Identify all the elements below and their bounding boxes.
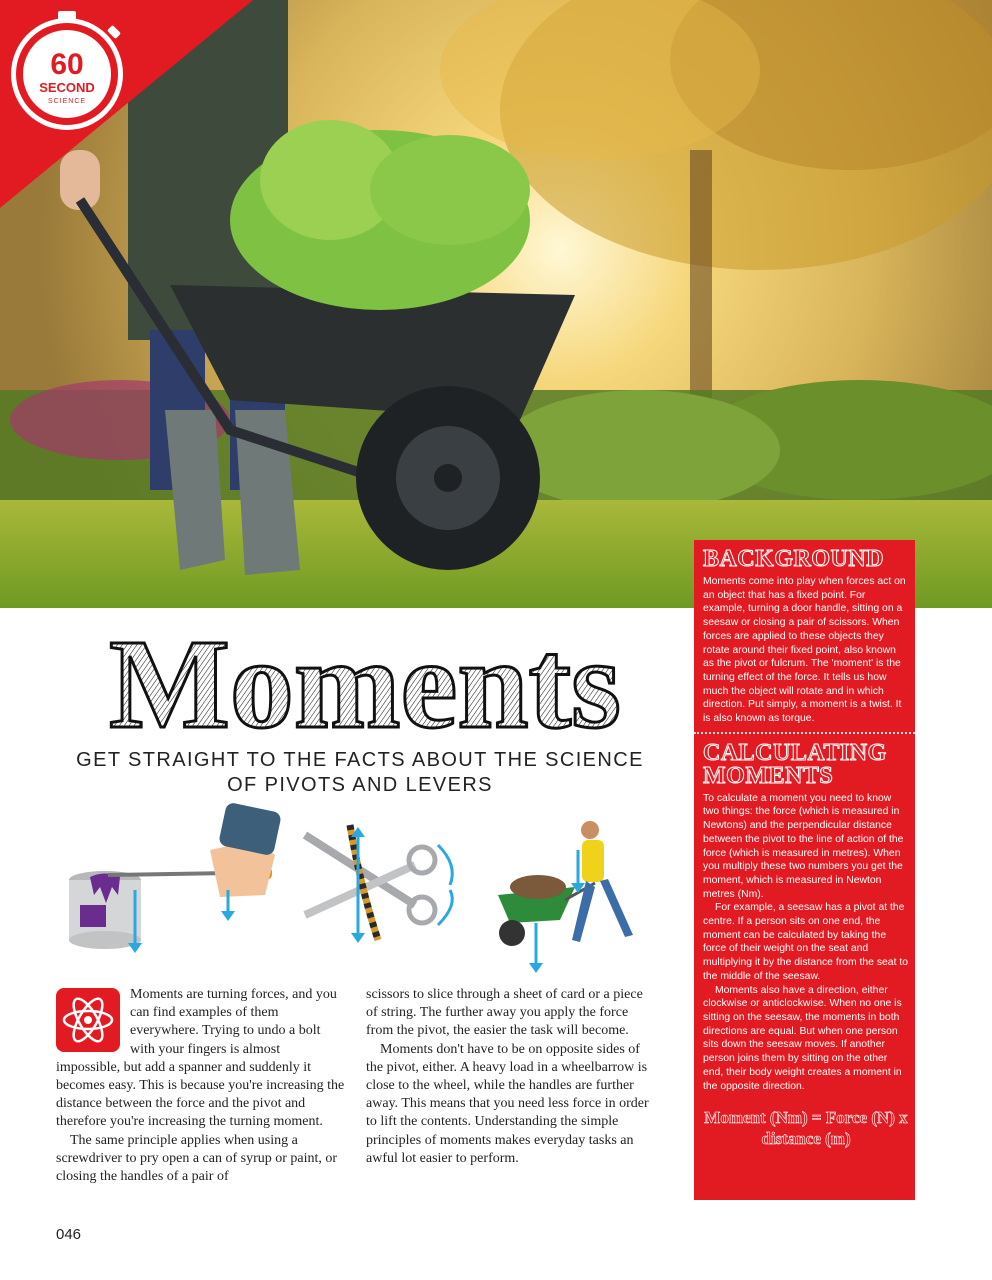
title-text: Moments xyxy=(109,622,621,742)
paint-can-illustration xyxy=(69,871,141,949)
background-heading: BACKGROUND xyxy=(703,546,885,572)
series-badge xyxy=(0,0,260,210)
page-title xyxy=(50,622,680,742)
person-illustration xyxy=(572,821,633,942)
calculating-heading: CALCULATING MOMENTS xyxy=(703,739,887,789)
background-text: Moments come into play when forces act on an object that has a fixed point. For example, turning a door handle, sitting on a seesaw or closing a pair of scissors. When forces are applied to these objects they rotate around their fixed point, also known as the pivot or fulcrum. The 'moment' is the turning effect of the force. It tells us how much the object will rotate and in which direction. Put simply, a moment is a twist. It is also known as torque. xyxy=(703,576,906,725)
page-number: 046 xyxy=(56,1226,82,1243)
calc-paragraph: Moments also have a direction, either clockwise or anticlockwise. When no one is sitting on the seesaw, the moments in both directions are equal. But when one person sits down the seesaw moves. If another person joins them by sitting on the other end, their body weight creates a moment in the opposite direction. xyxy=(703,984,902,1092)
moment-diagrams xyxy=(60,795,680,980)
calc-paragraph: For example, a seesaw has a pivot at the centre. If a person sits on one end, the moment can be calculated by taking the force of their weight on the seat and multiplying it by the distance from the seat to the middle of the seesaw. xyxy=(703,902,909,982)
badge-number: 60 xyxy=(50,48,84,81)
body-column-1 xyxy=(56,986,346,1186)
atom-icon xyxy=(56,988,120,1052)
rotation-arrow xyxy=(438,890,452,925)
scissors-illustration xyxy=(305,825,435,940)
body-column-2 xyxy=(366,986,656,1168)
intro-paragraph: The same principle applies when using a screwdriver to pry open a can of syrup or paint, or closing the handles of a pair of xyxy=(56,1132,338,1185)
screwdriver-shaft xyxy=(108,873,230,875)
badge-word: SECOND xyxy=(39,80,95,95)
sidebar-divider xyxy=(694,732,915,734)
badge-subword: SCIENCE xyxy=(47,98,87,105)
moment-formula: Moment (Nm) = Force (N) x distance (m) xyxy=(704,1108,908,1149)
rotation-arrow xyxy=(438,845,452,885)
body-paragraph: Moments don't have to be on opposite sides of the pivot, either. A heavy load in a wheelbarrow is close to the wheel, while the handles are further away. This means that you need less force in order to lift the contents. Understanding the simple principles of moments makes everyday tasks an awful lot easier to perform. xyxy=(366,1041,649,1166)
calc-paragraph: To calculate a moment you need to know two things: the force (which is measured in Newtons) and the perpendicular distance between the pivot to the line of action of the force (which is measured in metres). When you multiply these two numbers you get the moment, which is measured in Newton metres (Nm). xyxy=(703,792,904,900)
subtitle: GET STRAIGHT TO THE FACTS ABOUT THE SCIENCE OF PIVOTS AND LEVERS xyxy=(76,749,644,796)
body-paragraph: scissors to slice through a sheet of card or a piece of string. The further away you apply the force from the pivot, the easier the task will become. xyxy=(366,987,643,1039)
intro-paragraph: Moments are turning forces, and you can find examples of them everywhere. Trying to undo a bolt with your fingers is almost impossible, but add a spanner and suddenly it becomes easy. This is because you're increasing the distance between the force and the pivot and therefore you're increasing the turning moment. xyxy=(56,987,345,1130)
sidebar-panel xyxy=(694,540,915,1200)
